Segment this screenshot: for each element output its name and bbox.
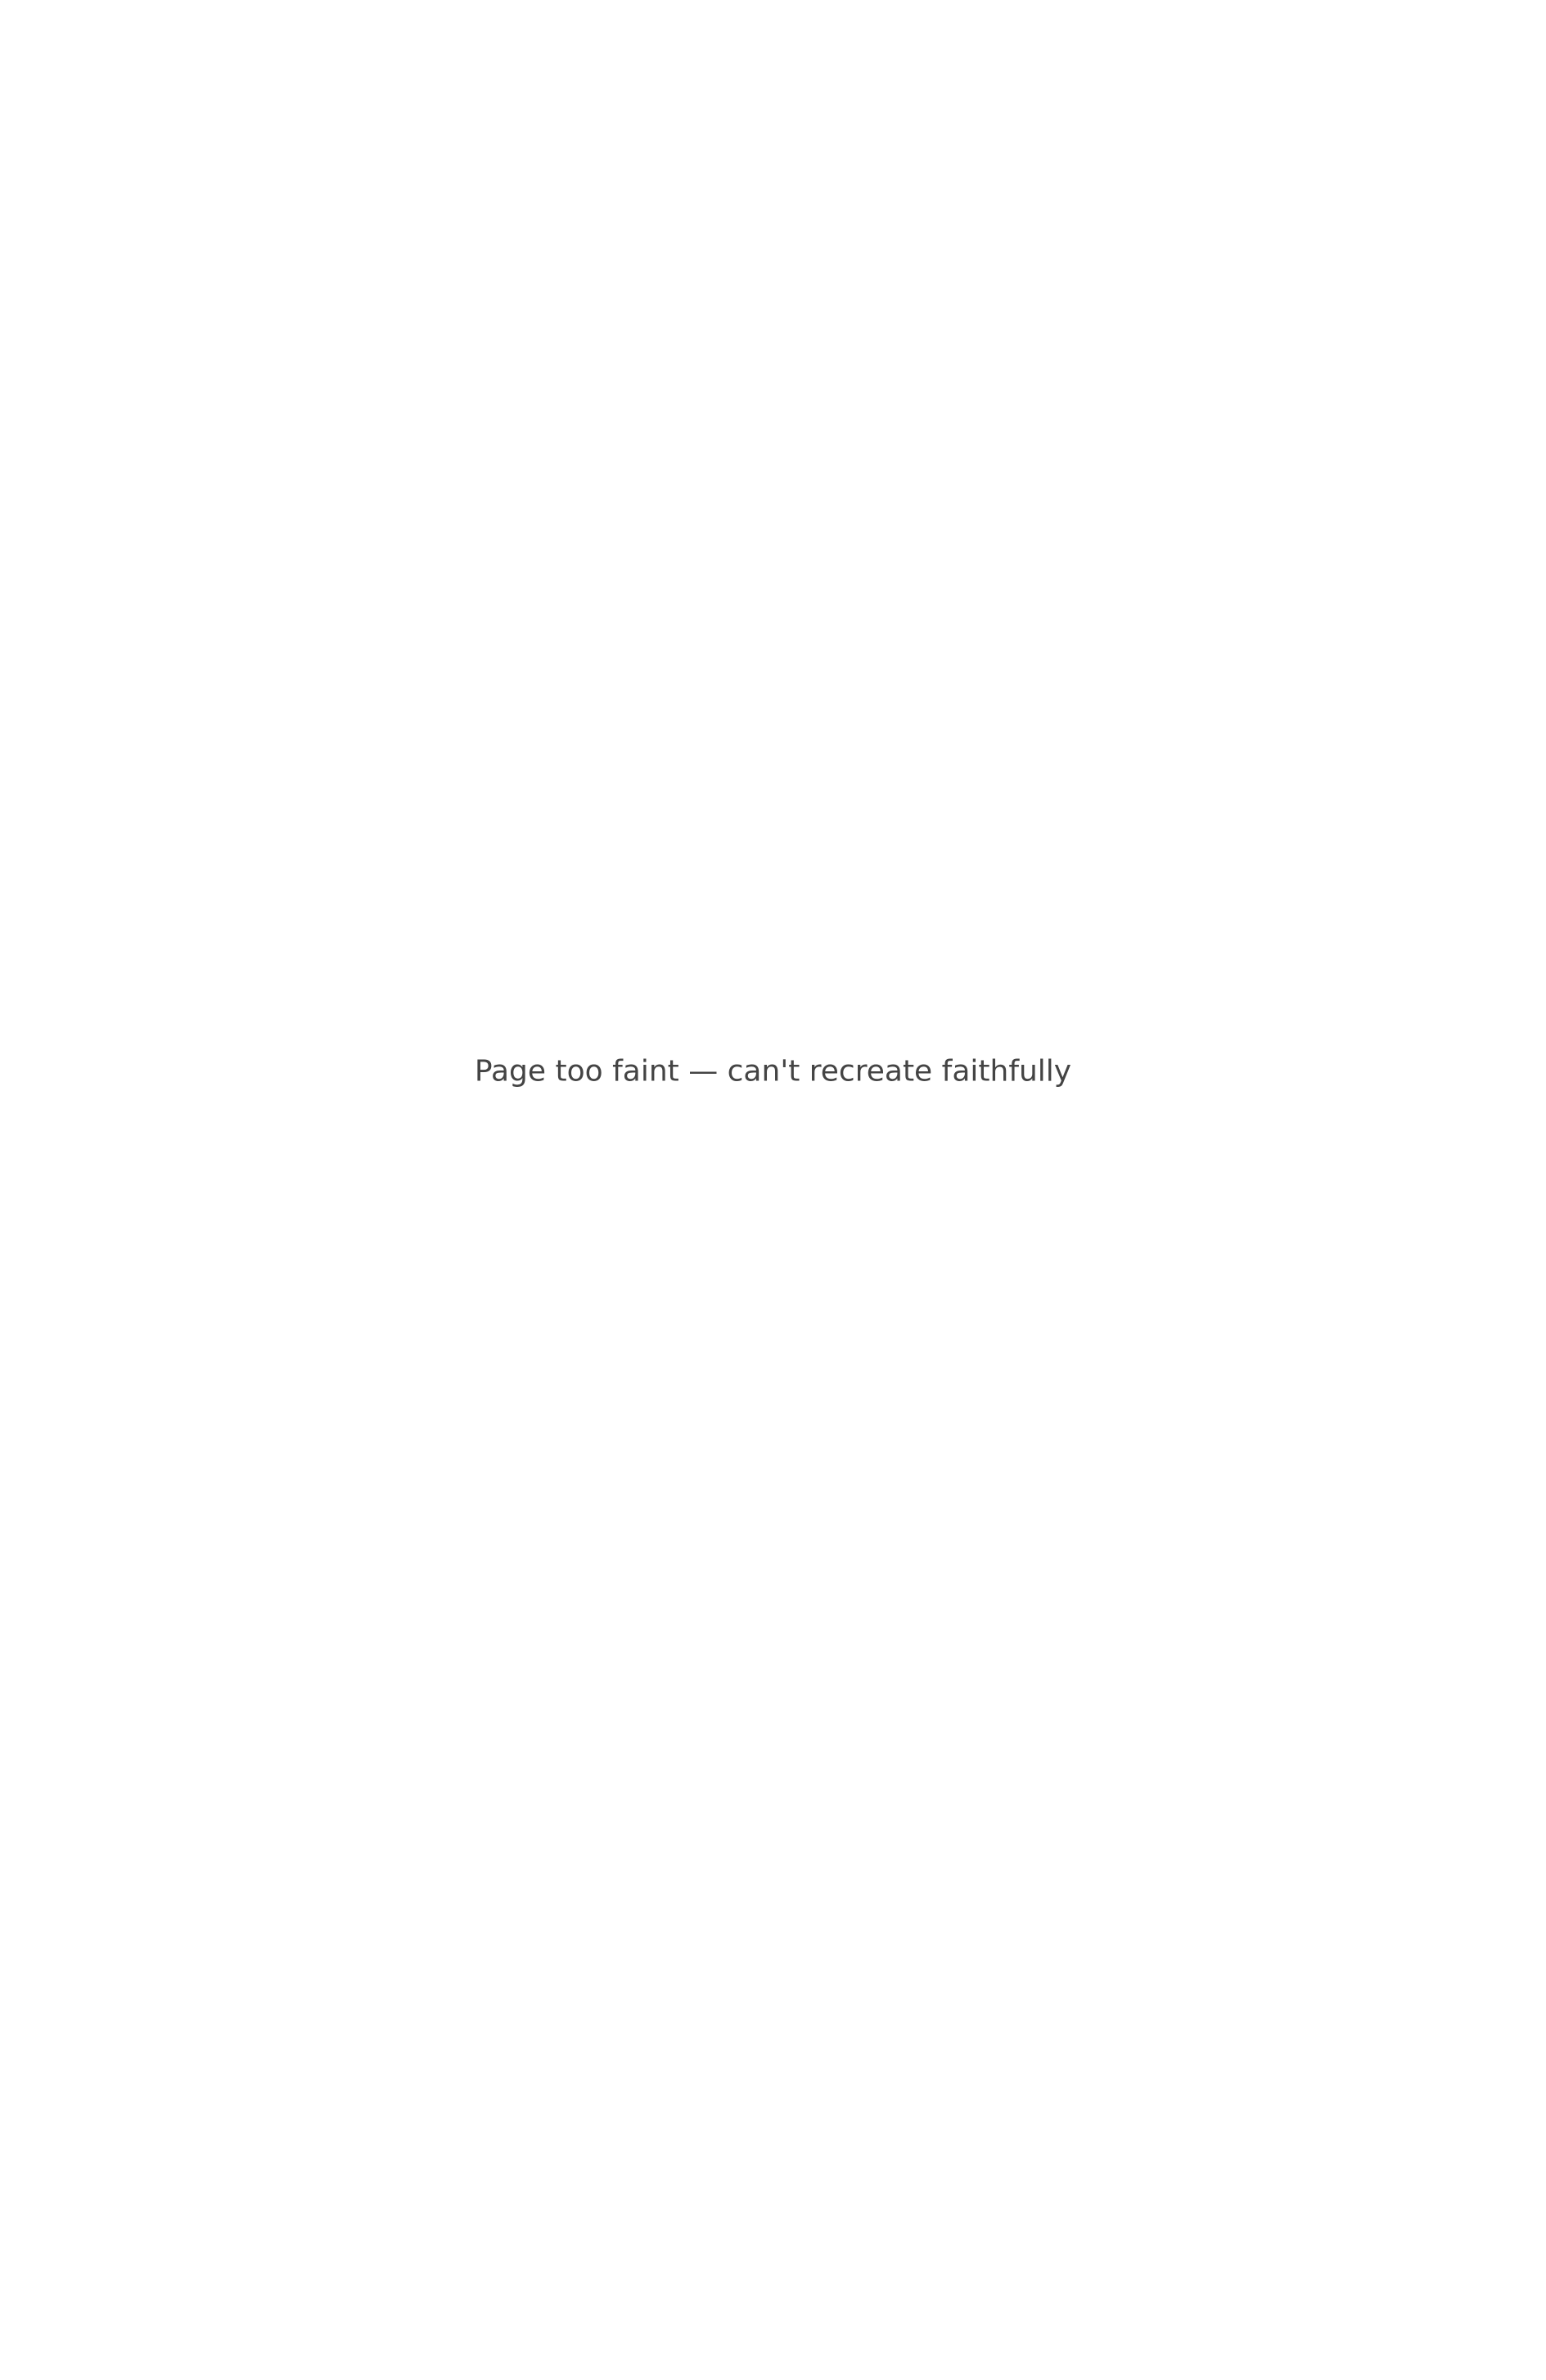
notice-text: Page too faint — can't recreate faithfully: [474, 1054, 1072, 1089]
